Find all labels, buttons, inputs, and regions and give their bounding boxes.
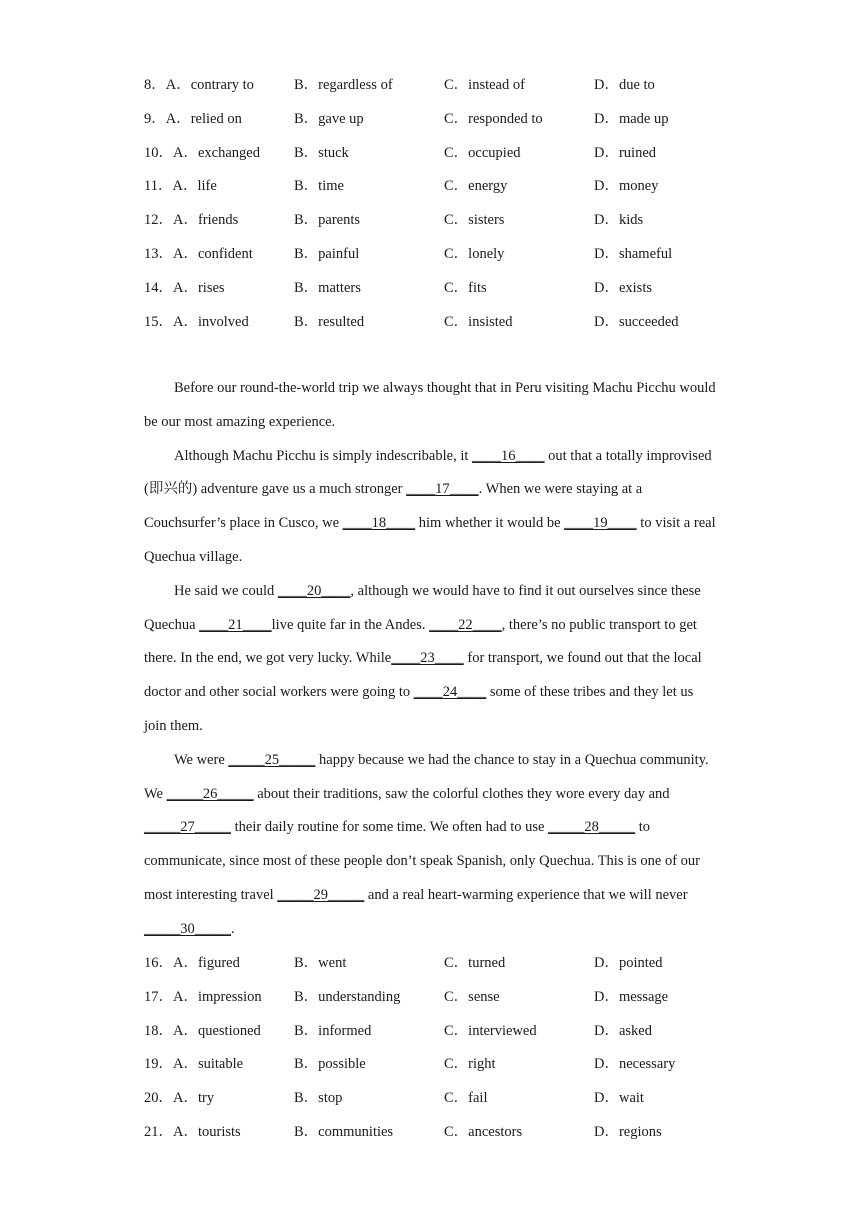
- option-c: C．occupied: [444, 144, 521, 161]
- passage-text: and a real heart-warming experience that we will never: [364, 886, 688, 903]
- option-a: A．contrary to: [165, 77, 254, 93]
- question-number-and-option-a: [144, 951, 240, 972]
- option-d: D．kids: [594, 212, 644, 229]
- option-c: C．turned: [444, 955, 506, 971]
- option-d: D．money: [594, 178, 659, 195]
- question-option-row: [144, 73, 744, 93]
- question-number-and-option-a: [144, 1019, 261, 1040]
- option-a: A．figured: [173, 955, 240, 971]
- question-option-row: [144, 1120, 744, 1140]
- passage-text: to communicate, since most of these people don’t speak Spanish, only Quechua. This is one of our most interesting travel: [144, 819, 700, 903]
- passage-text: Although Machu Picchu is simply indescribable, it: [174, 447, 473, 464]
- option-a: A．life: [172, 178, 217, 195]
- option-d: D．asked: [594, 1022, 652, 1039]
- option-d: D．pointed: [594, 955, 663, 971]
- question-number: 11．: [144, 178, 173, 195]
- option-b: B．parents: [294, 212, 361, 229]
- question-option-row: [144, 107, 744, 127]
- passage-text: him whether it would be: [415, 515, 565, 532]
- option-d: D．message: [594, 988, 669, 1005]
- question-option-row: [144, 1019, 744, 1039]
- answer-blank: _____29_____: [277, 886, 365, 903]
- answer-blank: ____21____: [199, 616, 272, 633]
- question-option-row: [144, 985, 744, 1005]
- option-c: C．responded to: [444, 110, 543, 127]
- answer-blank: ____24____: [413, 684, 487, 701]
- option-b: B．communities: [294, 1124, 394, 1140]
- option-c: C．sisters: [444, 212, 505, 229]
- passage-text: for transport, we found out that the local doctor and other social workers were going to: [144, 650, 702, 701]
- option-a: A．relied on: [165, 110, 242, 127]
- option-b: B．informed: [294, 1022, 372, 1039]
- question-number: 9．: [144, 110, 166, 127]
- option-d: D．necessary: [594, 1056, 676, 1073]
- passage-paragraph-1: Before our round-the-world trip we always thought that in Peru visiting Machu Picchu would be our most amazing experience.: [144, 380, 716, 430]
- option-d: D．shameful: [594, 246, 673, 262]
- question-number-and-option-a: [144, 1120, 241, 1141]
- option-c: C．interviewed: [444, 1022, 537, 1039]
- question-number-and-option-a: [144, 985, 262, 1006]
- question-number: 15．: [144, 313, 173, 330]
- question-number: 14．: [144, 279, 173, 296]
- answer-blank: _____26_____: [166, 785, 254, 802]
- answer-blank: ____20____: [277, 582, 351, 599]
- question-number-and-option-a: [144, 174, 217, 195]
- passage-text: , although we would have to find it out ourselves since these Quechua: [144, 582, 701, 633]
- question-option-row: [144, 310, 744, 330]
- reading-passage: [144, 372, 719, 947]
- question-number: 20．: [144, 1090, 173, 1107]
- passage-text: He said we could: [174, 582, 278, 599]
- option-a: A．rises: [173, 279, 225, 296]
- option-d: D．made up: [594, 110, 669, 127]
- option-a: A．suitable: [173, 1056, 244, 1073]
- question-number-and-option-a: [144, 276, 225, 297]
- question-option-row: [144, 276, 744, 296]
- answer-blank: _____30_____: [144, 920, 231, 937]
- passage-paragraph-2: [144, 440, 719, 575]
- question-number: 19．: [144, 1056, 173, 1073]
- option-a: A．exchanged: [173, 144, 260, 161]
- option-b: B．understanding: [294, 988, 401, 1005]
- question-option-row: [144, 1052, 744, 1072]
- option-c: C．fits: [444, 279, 487, 296]
- option-a: A．questioned: [173, 1022, 261, 1039]
- option-b: B．stop: [294, 1090, 343, 1107]
- question-number-and-option-a: [144, 242, 253, 263]
- question-number: 16．: [144, 955, 173, 971]
- option-c: C．instead of: [444, 77, 525, 93]
- option-c: C．insisted: [444, 313, 513, 330]
- option-c: C．sense: [444, 988, 500, 1005]
- option-c: C．energy: [444, 178, 508, 195]
- passage-text: .: [231, 920, 235, 937]
- passage-text: some of these tribes and they let us join them.: [144, 684, 694, 734]
- question-number: 8．: [144, 77, 166, 93]
- question-option-row: [144, 174, 744, 194]
- question-number: 10．: [144, 144, 173, 161]
- option-c: C．ancestors: [444, 1124, 523, 1140]
- option-d: D．wait: [594, 1090, 644, 1107]
- answer-blank: _____27_____: [144, 819, 231, 836]
- passage-text: their daily routine for some time. We often had to use: [231, 819, 549, 836]
- option-b: B．painful: [294, 246, 360, 262]
- option-c: C．right: [444, 1056, 496, 1073]
- question-option-row: [144, 141, 744, 161]
- passage-text: , there’s no public transport to get there. In the end, we got very lucky. While: [144, 616, 697, 667]
- option-d: D．ruined: [594, 144, 657, 161]
- option-d: D．regions: [594, 1124, 662, 1140]
- option-b: B．possible: [294, 1056, 366, 1073]
- question-number-and-option-a: [144, 1052, 243, 1073]
- option-b: B．resulted: [294, 313, 365, 330]
- answer-blank: ____22____: [429, 616, 502, 633]
- option-c: C．fail: [444, 1090, 488, 1107]
- option-d: D．exists: [594, 279, 652, 296]
- option-a: A．impression: [173, 988, 262, 1005]
- passage-text: happy because we had the chance to stay in a Quechua community. We: [144, 751, 709, 802]
- question-number-and-option-a: [144, 107, 242, 128]
- option-b: B．went: [294, 955, 347, 971]
- passage-text: out that a totally improvised (即兴的) adventure gave us a much stronger: [144, 447, 712, 498]
- option-a: A．confident: [173, 246, 253, 262]
- question-option-row: [144, 242, 744, 262]
- option-b: B．time: [294, 178, 344, 195]
- passage-paragraph-4: [144, 744, 719, 947]
- option-b: B．stuck: [294, 144, 349, 161]
- question-number-and-option-a: [144, 141, 260, 162]
- passage-text: live quite far in the Andes.: [271, 616, 430, 633]
- passage-text: . When we were staying at a Couchsurfer’s place in Cusco, we: [144, 481, 643, 532]
- answer-blank: _____25_____: [228, 751, 316, 768]
- option-c: C．lonely: [444, 246, 505, 262]
- answer-blank: ____19____: [564, 515, 637, 532]
- question-number: 21．: [144, 1124, 173, 1140]
- question-number-and-option-a: [144, 73, 254, 94]
- option-a: A．friends: [173, 212, 239, 229]
- answer-blank: ____23____: [391, 650, 464, 667]
- question-number: 13．: [144, 246, 173, 262]
- question-option-row: [144, 951, 744, 971]
- passage-paragraph-3: [144, 575, 719, 744]
- question-option-row: [144, 208, 744, 228]
- answer-blank: _____28_____: [548, 819, 636, 836]
- question-number-and-option-a: [144, 1086, 214, 1107]
- option-a: A．involved: [173, 313, 249, 330]
- option-d: D．due to: [594, 77, 655, 93]
- answer-blank: ____16____: [472, 447, 545, 464]
- question-number-and-option-a: [144, 310, 249, 331]
- passage-text: about their traditions, saw the colorful clothes they wore every day and: [253, 785, 670, 802]
- question-number: 18．: [144, 1022, 173, 1039]
- option-b: B．regardless of: [294, 77, 393, 93]
- passage-text: to visit a real Quechua village.: [144, 515, 716, 565]
- question-number-and-option-a: [144, 208, 238, 229]
- answer-blank: ____18____: [342, 515, 416, 532]
- option-b: B．gave up: [294, 110, 364, 127]
- option-a: A．tourists: [173, 1124, 241, 1140]
- option-b: B．matters: [294, 279, 361, 296]
- question-number: 17．: [144, 988, 173, 1005]
- question-option-row: [144, 1086, 744, 1106]
- passage-text: We were: [174, 751, 229, 768]
- answer-blank: ____17____: [406, 481, 479, 498]
- option-a: A．try: [173, 1090, 215, 1107]
- option-d: D．succeeded: [594, 313, 679, 330]
- question-number: 12．: [144, 212, 173, 229]
